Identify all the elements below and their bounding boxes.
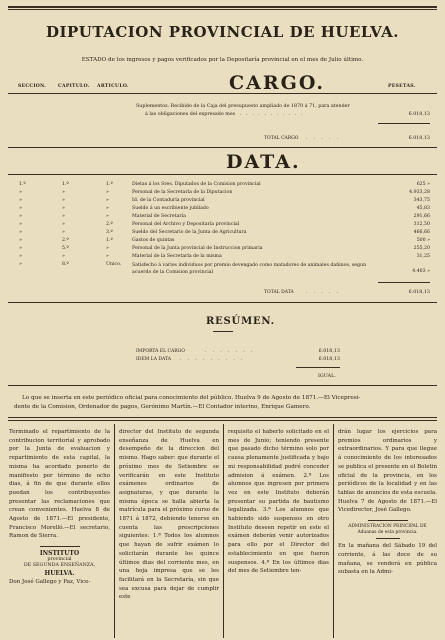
resumen-igual: IGUAL. <box>318 374 336 379</box>
footer-note-line-2: dente de la Comision, Ordenador de pagos, Gerónimo Martín.—El Contador interino, Enrique Gamero. <box>14 404 311 410</box>
top-rule <box>8 6 437 8</box>
row-capitulo: » <box>62 230 65 235</box>
data-total-amount: 6.018,13 <box>408 290 430 295</box>
row-seccion: » <box>19 246 22 251</box>
row-amount: 466,66 <box>413 230 430 235</box>
row-articulo: » <box>106 246 109 251</box>
resumen-cargo-label: IMPORTA EL CARGO <box>136 349 185 354</box>
article-col-3: requisito el haberlo solicitado en el mes de Junio; teniendo presente que pasado dicho término solo por causa plenamente justificada y bajo mi responsabilidad podré conceder admision á exámen. 2.ª Los alumnos que ingresen por primera vez en este Instituto deberán presentar su partida de bautismo legalizada. 3.ª Los alumnos que habiendo sido suspensos en otro Instituto deseen repetir en este el exámen deberán venir autorizados para ello por el Director del establecimiento en que fueron suspensos. 4.ª En los últimos dias del mes de Setiembre ten- <box>228 429 329 575</box>
row-description: Personal de la Secretaría de la Diputacion <box>132 190 233 195</box>
cargo-amount: 6.018,13 <box>408 112 430 117</box>
row-amount: 31,25 <box>416 254 430 259</box>
instituto-opening: Don José Gallego y Paz, Vice- <box>9 578 91 585</box>
resumen-cargo-leader: . . . . . . . <box>205 349 253 354</box>
row-seccion: » <box>19 222 22 227</box>
row-description: Sueldo del Secretario de la Junta de Agricultura <box>132 230 247 235</box>
row-capitulo: » <box>62 198 65 203</box>
row-seccion: » <box>19 198 22 203</box>
column-divider-1 <box>114 424 115 638</box>
instituto-enseñanza: DE SEGUNDA ENSEÑANZA, <box>23 562 96 568</box>
statement-subtitle: ESTADO de los ingresos y pagos verificados por la Depositaría provincial en el mes de Julio último. <box>81 57 364 63</box>
resumen-heading: RESÚMEN. <box>206 316 275 327</box>
cargo-leader: . . . . . . . . . . . <box>240 112 303 117</box>
row-amount: 343,75 <box>413 198 430 203</box>
row-articulo: » <box>106 206 109 211</box>
row-capitulo: 2.º <box>62 238 69 243</box>
aduanas-heading: ADMINISTRACION PRINCIPAL DE Aduanas de esta provincia. <box>348 523 427 535</box>
row-articulo: 3.º <box>106 230 113 235</box>
columns-top-rule-thin <box>8 420 437 421</box>
table-row <box>0 230 445 238</box>
row-amount: 4.933,28 <box>409 190 430 195</box>
column-divider-2 <box>223 424 224 638</box>
row-capitulo: » <box>62 190 65 195</box>
resumen-data-label: IDEM LA DATA <box>136 357 171 362</box>
row-description: Gastos de quintas <box>132 238 175 243</box>
resumen-sum-rule <box>296 367 340 368</box>
data-bottom-rule <box>8 302 437 303</box>
cargo-total-amount: 6.018,13 <box>408 136 430 141</box>
data-sum-rule <box>378 282 430 283</box>
row-capitulo: 1.º <box>62 182 69 187</box>
top-rule-thin <box>8 9 437 10</box>
row-seccion: » <box>19 254 22 259</box>
row-amount: 312,50 <box>413 222 430 227</box>
row-amount: 625 » <box>416 182 430 187</box>
table-row <box>0 254 445 262</box>
row-description: Dietas á los Sres. Diputados de la Comision provincial <box>132 182 261 187</box>
cargo-line-1: Suplementos. Recibido de la Caja del presupuesto ampliado de 1870 á 71, para atender <box>136 104 350 109</box>
data-top-rule <box>8 174 437 175</box>
column-divider-3 <box>333 424 334 638</box>
row-amount: 291,66 <box>413 214 430 219</box>
row-articulo: Unico. <box>106 262 122 267</box>
data-heading: DATA. <box>226 151 301 173</box>
resumen-cargo-amount: 6.018,13 <box>318 349 340 354</box>
row-description: Material de la Secretaría de la misma <box>132 254 222 259</box>
table-row <box>0 206 445 214</box>
cargo-sum-rule <box>378 123 430 124</box>
cargo-total-label: TOTAL CARGO <box>264 136 299 141</box>
row-articulo: 1.º <box>106 238 113 243</box>
row-seccion: » <box>19 206 22 211</box>
table-row <box>0 262 445 275</box>
instituto-subheading: provincial <box>47 556 72 562</box>
row-articulo: » <box>106 254 109 259</box>
row-seccion: » <box>19 238 22 243</box>
row-description: Material de Secretaría <box>132 214 186 219</box>
row-capitulo: 8.º <box>62 262 69 267</box>
row-seccion: » <box>19 262 22 267</box>
col1-separator <box>40 546 80 547</box>
row-seccion: 1.º <box>19 182 26 187</box>
cargo-bottom-rule <box>8 147 437 148</box>
footer-note-line-1: Lo que se inserta en este periódico oficial para conocimiento del público. Huelva 9 de Agosto de 1871.—El Vicepresi- <box>22 395 361 401</box>
table-row <box>0 222 445 230</box>
resumen-data-leader: . . . . . . . . . <box>180 357 243 362</box>
article-col-4 <box>338 428 437 577</box>
columns-top-rule <box>8 417 437 418</box>
table-row <box>0 182 445 190</box>
cargo-line-2: á las obligaciones del expresado mes <box>145 112 236 117</box>
aduanas-subasta: En la mañana del Sábado 19 del corriente, á las doce de su mañana, se venderá en pública subasta en la Admi- <box>338 543 437 576</box>
row-capitulo: 5.º <box>62 246 69 251</box>
cargo-heading: CARGO. <box>229 72 325 94</box>
instituto-heading: INSTITUTO <box>39 549 80 557</box>
row-description: Personal del Archivo y Depositaría provincial <box>132 222 240 227</box>
row-description: Id. de la Contaduría provincial <box>132 198 205 203</box>
row-articulo: 2.º <box>106 222 113 227</box>
table-row <box>0 238 445 246</box>
row-articulo: » <box>106 190 109 195</box>
row-amount: 4.403 » <box>412 269 430 274</box>
column-header-articulo: ARTICULO. <box>97 84 129 89</box>
column-header-seccion: SECCION. <box>18 84 47 89</box>
article-col-2: director del Instituto de segunda enseñanza de Huelva en desempeño de la direccion del mismo. Hago saber: que durante el próximo mes de Setiembre se verificarán en este Instituto exámenes ordinarios de asignaturas, y que durante la misma época se halla abierta la matrícula para el próximo curso de 1871 á 1872, debiendo tenerse en cuenta las prescripciones siguientes: 1.ª Todos los alumnos que hayan de sufrir exámen lo solicitarán durante los quince últimos dias del corriente mes, en una hoja impresa que se les facilitará en la Secretaría, sin que sea excusa para dejar de cumplir este <box>119 429 219 601</box>
row-articulo: 1.º <box>106 182 113 187</box>
col4-separator <box>368 520 408 521</box>
row-amount: 255,20 <box>413 246 430 251</box>
row-capitulo: » <box>62 222 65 227</box>
table-row <box>0 246 445 254</box>
article-premios: drán lugar los ejercicios para premios ordinarios y extraordinarios. Y para que llegue á conocimiento de los interesados se publica el presente en el Boletin oficial de la provincia, en los periódicos de la localidad y en las tablas de anuncios de esta escuela. Huelva 7 de Agosto de 1871.—El Vicedirector, José Gallego. <box>338 429 437 514</box>
data-total-leader: . . . . . <box>306 290 339 295</box>
page-title: DIPUTACION PROVINCIAL DE HUELVA. <box>45 23 400 41</box>
resumen-data-amount: 6.018,13 <box>318 357 340 362</box>
resumen-bottom-rule <box>8 385 437 386</box>
resumen-underline <box>213 331 233 332</box>
article-contribucion: Terminado el repartimiento de la contribucion territorial y aprobado por la Junta de evaluacion y repartimiento de esta capital, la misma ha acordado ponerlo de manifiesto por término de ocho dias, á fin de que durante ellos puedan los contribuyentes presentar las reclamaciones que crean convenientes. Huelva 8 de Agosto de 1871.—El presidente, Francisco Morelló.—El secretario, Ramon de Sierra. <box>9 429 110 540</box>
article-col-1 <box>9 428 110 586</box>
row-description: Personal de la Junta provincial de Instruccion primaria <box>132 246 263 251</box>
row-seccion: » <box>19 214 22 219</box>
cargo-total-leader: . . . . . <box>306 136 339 141</box>
row-description: Satisfecho á varios individuos por premio devengado como matadores de animales dañinos, segun acuerdo de la Comision provincial <box>132 263 367 275</box>
row-capitulo: » <box>62 254 65 259</box>
instituto-city: HUELVA. <box>44 569 75 577</box>
table-row <box>0 214 445 222</box>
row-articulo: » <box>106 214 109 219</box>
cargo-top-rule <box>8 93 437 94</box>
table-row <box>0 190 445 198</box>
col4-separator-2 <box>376 538 400 539</box>
column-header-pesetas: PESETAS. <box>388 84 416 89</box>
row-articulo: » <box>106 198 109 203</box>
row-description: Sueldo á un escribiente jubilado <box>132 206 209 211</box>
row-amount: 45,83 <box>416 206 430 211</box>
column-header-capitulo: CAPITULO. <box>58 84 90 89</box>
table-row <box>0 198 445 206</box>
data-total-label: TOTAL DATA <box>264 290 294 295</box>
row-amount: 500 » <box>416 238 430 243</box>
row-seccion: » <box>19 230 22 235</box>
row-capitulo: » <box>62 206 65 211</box>
row-seccion: » <box>19 190 22 195</box>
row-capitulo: » <box>62 214 65 219</box>
